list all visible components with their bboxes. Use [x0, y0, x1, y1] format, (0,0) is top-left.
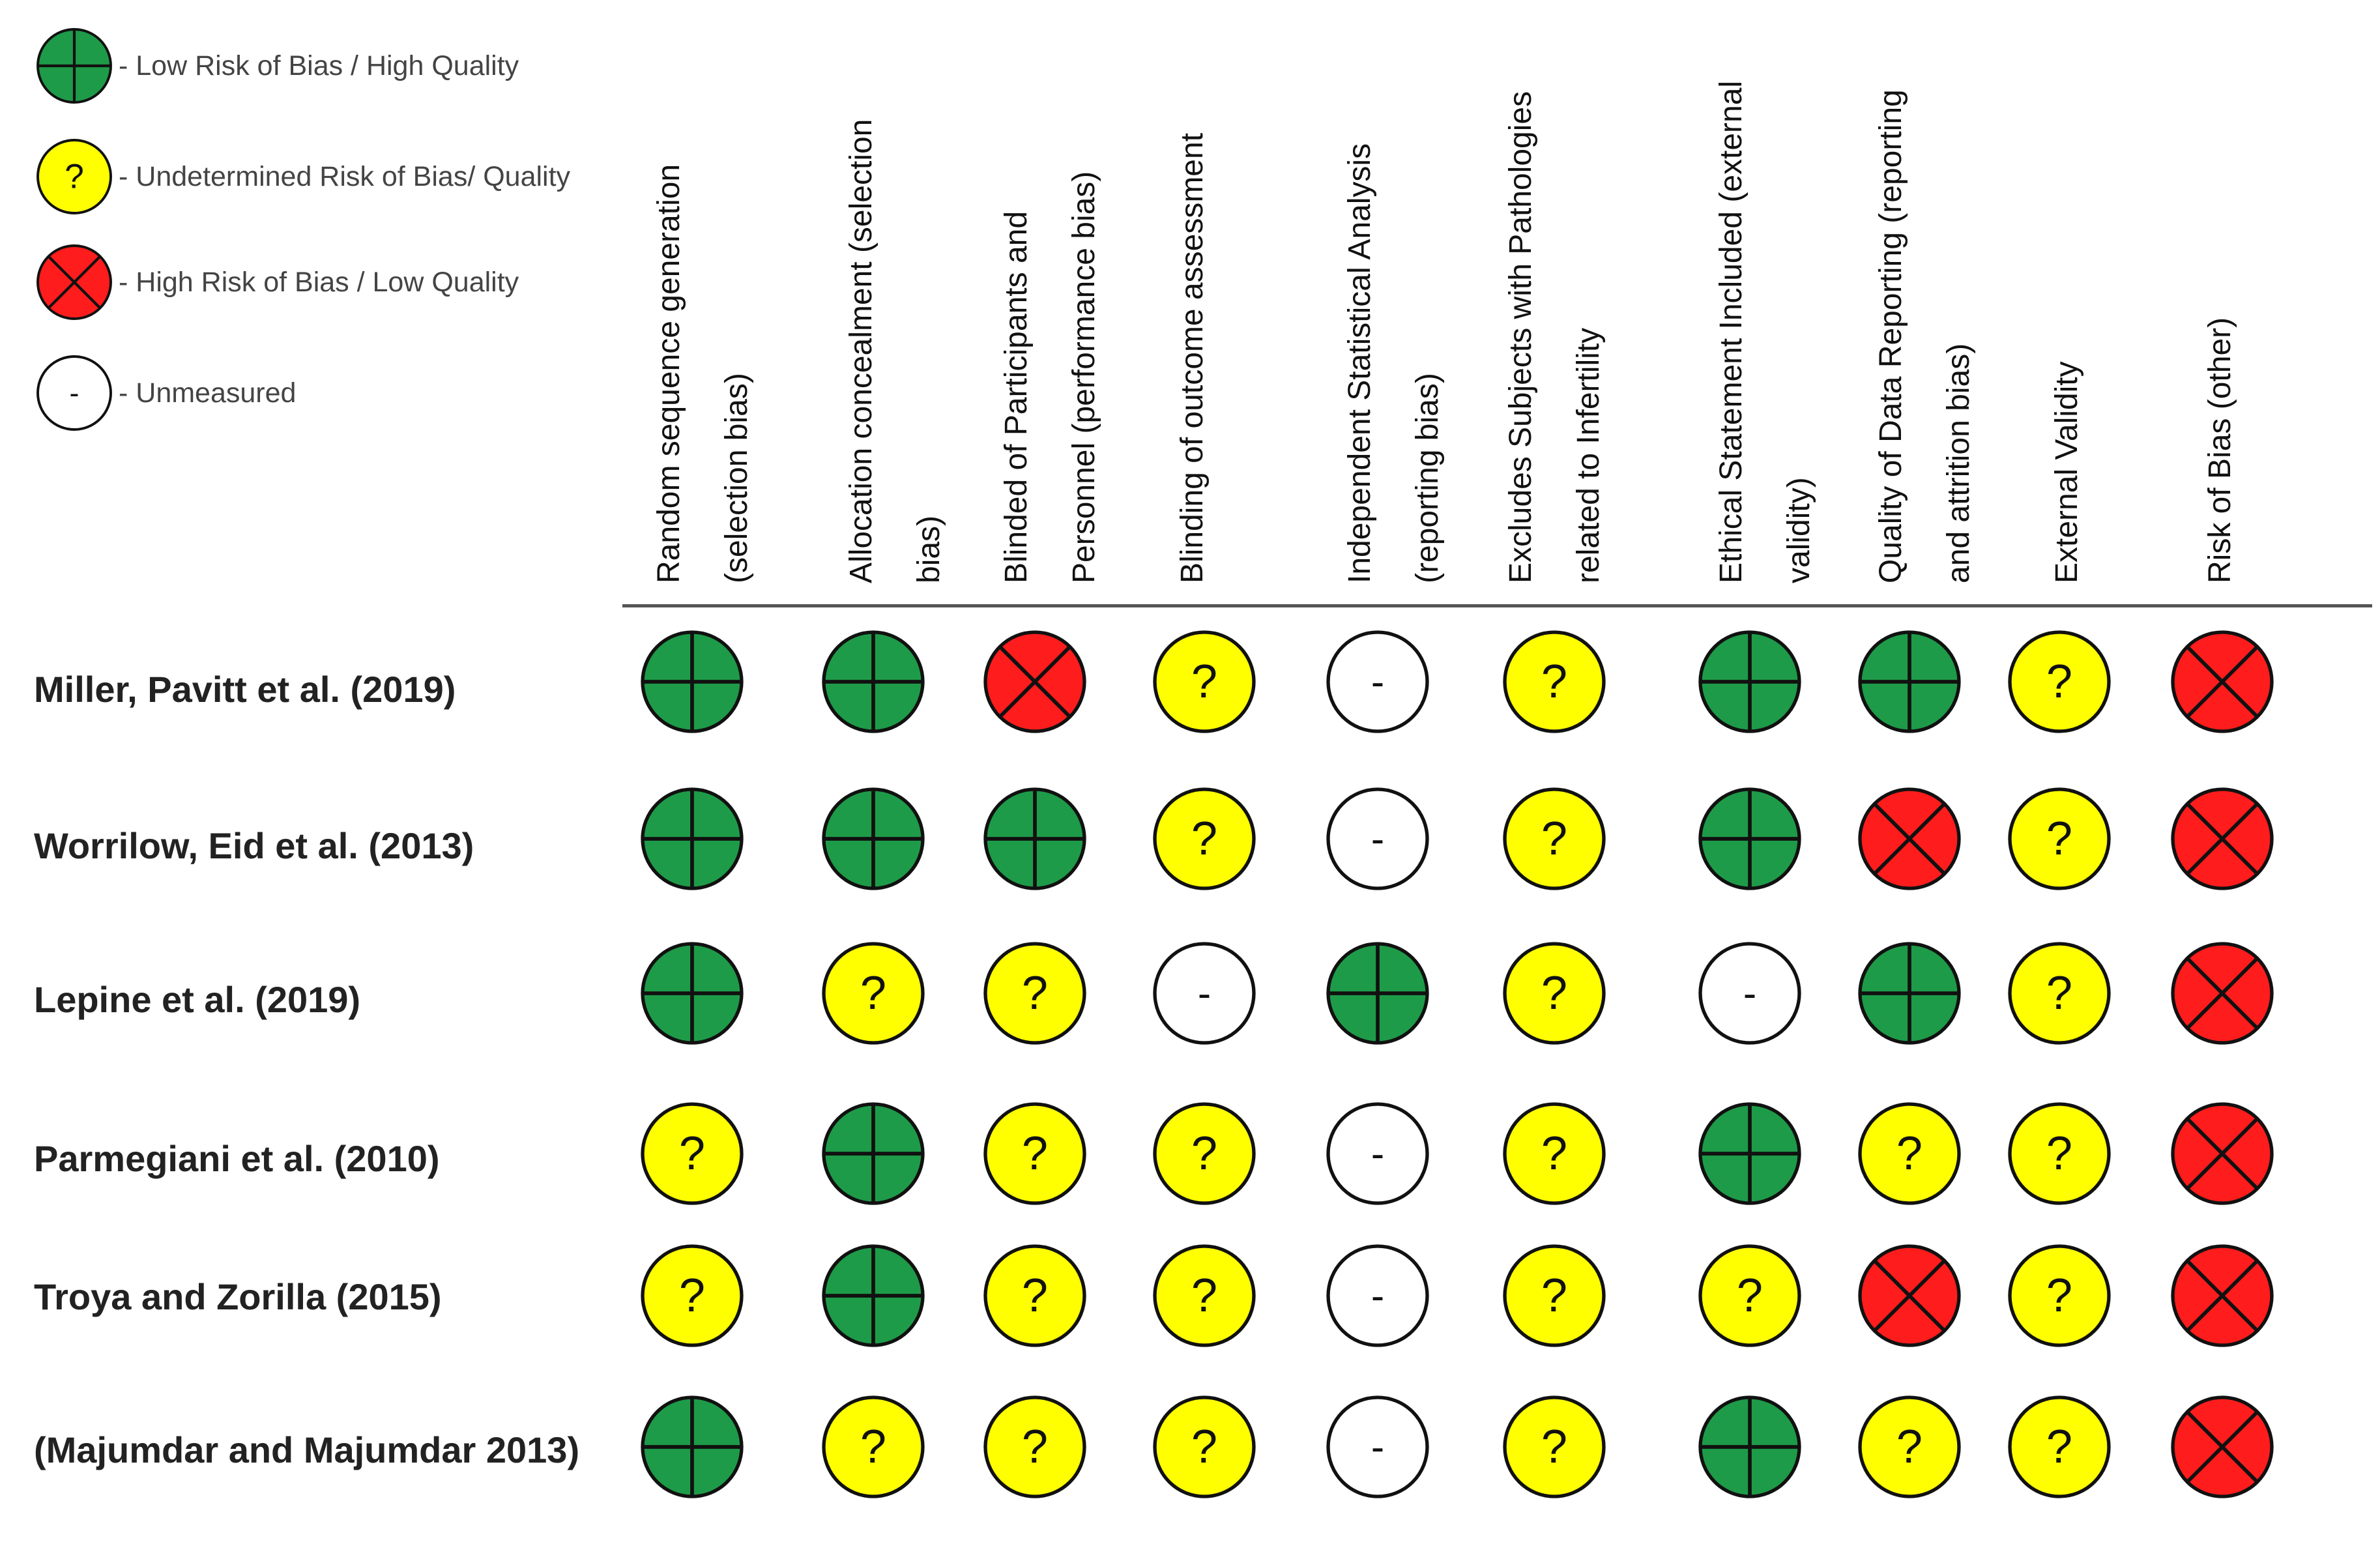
- rating-unclear-icon: [1505, 1104, 1604, 1203]
- svg-text:?: ?: [1191, 813, 1218, 865]
- rating-unclear-icon: [985, 1397, 1084, 1496]
- svg-text:?: ?: [1736, 1270, 1763, 1322]
- rating-unmeasured-icon: [1155, 944, 1254, 1043]
- svg-text:-: -: [1371, 817, 1385, 861]
- svg-text:?: ?: [2046, 656, 2073, 708]
- svg-text:?: ?: [860, 1421, 887, 1473]
- svg-text:?: ?: [1191, 1128, 1218, 1180]
- rating-low-icon: [643, 789, 742, 888]
- rating-high-icon: [2173, 944, 2272, 1043]
- rating-low-icon: [643, 944, 742, 1043]
- rating-low-icon: [1700, 789, 1799, 888]
- svg-text:?: ?: [1021, 967, 1049, 1019]
- rating-unclear-icon: [2010, 632, 2109, 731]
- study-label: Troya and Zorilla (2015): [34, 1276, 442, 1317]
- rating-high-icon: [2173, 789, 2272, 888]
- rating-unclear-icon: [1155, 1104, 1254, 1203]
- svg-text:-: -: [1371, 1274, 1385, 1318]
- rating-unclear-icon: [1155, 632, 1254, 731]
- svg-text:?: ?: [678, 1270, 706, 1322]
- rating-unmeasured-icon: [1328, 789, 1427, 888]
- rating-high-icon: [2173, 1397, 2272, 1496]
- rating-low-icon: [1860, 632, 1959, 731]
- rating-unclear-icon: [1860, 1104, 1959, 1203]
- column-header: Risk of Bias (other): [2203, 317, 2237, 583]
- svg-text:?: ?: [1191, 656, 1218, 708]
- svg-text:?: ?: [1541, 1128, 1568, 1180]
- rating-low-icon: [1700, 1104, 1799, 1203]
- rating-unclear-icon: [985, 944, 1084, 1043]
- rating-unclear-icon: [1505, 944, 1604, 1043]
- rating-unclear-icon: [643, 1246, 742, 1345]
- column-header: Quality of Data Reporting (reporting and attrition bias): [1874, 89, 1976, 583]
- rating-unclear-icon: [1700, 1246, 1799, 1345]
- rating-high-icon: [2173, 1104, 2272, 1203]
- svg-text:-: -: [1197, 971, 1212, 1015]
- rating-low-icon: [824, 632, 923, 731]
- svg-text:?: ?: [1541, 1270, 1568, 1322]
- study-label: (Majumdar and Majumdar 2013): [34, 1429, 580, 1470]
- svg-text:?: ?: [1021, 1128, 1049, 1180]
- column-header: Independent Statistical Analysis (reporting bias): [1342, 143, 1445, 583]
- legend-label: - Low Risk of Bias / High Quality: [119, 50, 519, 81]
- column-header: Blinded of Participants and Personnel (performance bias): [999, 171, 1101, 583]
- svg-text:-: -: [1371, 660, 1385, 704]
- svg-text:?: ?: [1021, 1421, 1049, 1473]
- svg-text:?: ?: [1541, 656, 1568, 708]
- rating-unclear-icon: [1860, 1397, 1959, 1496]
- study-label: Miller, Pavitt et al. (2019): [34, 669, 456, 710]
- rating-unclear-icon: [1505, 1397, 1604, 1496]
- rating-low-icon: [1700, 1397, 1799, 1496]
- svg-text:?: ?: [2046, 1421, 2073, 1473]
- rating-unclear-icon: [2010, 1397, 2109, 1496]
- column-header: Blinding of outcome assessment: [1175, 132, 1210, 583]
- svg-text:?: ?: [1896, 1128, 1923, 1180]
- svg-text:-: -: [1371, 1131, 1385, 1176]
- rating-high-icon: [985, 632, 1084, 731]
- svg-text:?: ?: [860, 967, 887, 1019]
- svg-text:?: ?: [1541, 1421, 1568, 1473]
- rating-unclear-icon: [1505, 789, 1604, 888]
- svg-text:?: ?: [1191, 1270, 1218, 1322]
- rating-unmeasured-icon: [1328, 632, 1427, 731]
- legend-label: - Undetermined Risk of Bias/ Quality: [119, 160, 571, 192]
- rating-unmeasured-icon: [1328, 1397, 1427, 1496]
- rating-low-icon: [1328, 944, 1427, 1043]
- rating-low-icon: [985, 789, 1084, 888]
- study-label: Lepine et al. (2019): [34, 979, 361, 1020]
- svg-text:?: ?: [2046, 813, 2073, 865]
- column-header: Random sequence generation (selection bias): [652, 164, 754, 583]
- rating-low-icon: [824, 1246, 923, 1345]
- svg-text:?: ?: [2046, 1270, 2073, 1322]
- svg-text:?: ?: [1896, 1421, 1923, 1473]
- svg-text:?: ?: [65, 157, 84, 196]
- study-label: Parmegiani et al. (2010): [34, 1138, 440, 1179]
- rating-unclear-icon: [985, 1246, 1084, 1345]
- rating-low-icon: [824, 789, 923, 888]
- svg-text:?: ?: [1541, 967, 1568, 1019]
- legend-label: - Unmeasured: [119, 377, 297, 409]
- rating-unclear-icon: [985, 1104, 1084, 1203]
- rating-unmeasured-icon: [1700, 944, 1799, 1043]
- rating-low-icon: [1700, 632, 1799, 731]
- rating-high-icon: [1860, 789, 1959, 888]
- rating-high-icon: [2173, 632, 2272, 731]
- rating-unclear-icon: [643, 1104, 742, 1203]
- svg-text:?: ?: [2046, 967, 2073, 1019]
- rating-unclear-icon: [1505, 1246, 1604, 1345]
- rating-unmeasured-icon: [1328, 1246, 1427, 1345]
- rating-high-icon: [2173, 1246, 2272, 1345]
- svg-text:?: ?: [2046, 1128, 2073, 1180]
- rating-unclear-icon: [2010, 789, 2109, 888]
- svg-text:?: ?: [1191, 1421, 1218, 1473]
- rating-unclear-icon: [1155, 1397, 1254, 1496]
- rating-unclear-icon: [1155, 1246, 1254, 1345]
- column-header: External Validity: [2050, 361, 2084, 583]
- column-header: Ethical Statement Included (external validity): [1714, 80, 1816, 583]
- rating-low-icon: [643, 1397, 742, 1496]
- rating-unclear-icon: [2010, 1104, 2109, 1203]
- rating-unclear-icon: [1505, 632, 1604, 731]
- svg-text:?: ?: [1541, 813, 1568, 865]
- rating-unclear-icon: [1155, 789, 1254, 888]
- rating-unclear-icon: [2010, 1246, 2109, 1345]
- svg-text:?: ?: [1021, 1270, 1049, 1322]
- rating-unclear-icon: [824, 944, 923, 1043]
- rating-low-icon: [643, 632, 742, 731]
- rating-unmeasured-icon: [1328, 1104, 1427, 1203]
- column-header: Excludes Subjects with Pathologies related to Infertility: [1503, 91, 1606, 583]
- svg-text:-: -: [69, 377, 80, 409]
- svg-text:-: -: [1743, 971, 1757, 1015]
- rating-unclear-icon: [2010, 944, 2109, 1043]
- rating-unclear-icon: [824, 1397, 923, 1496]
- rating-low-icon: [1860, 944, 1959, 1043]
- legend-label: - High Risk of Bias / Low Quality: [119, 266, 519, 298]
- column-header: Allocation concealment (selection bias): [844, 119, 946, 583]
- svg-text:?: ?: [678, 1128, 706, 1180]
- svg-text:-: -: [1371, 1425, 1385, 1469]
- study-label: Worrilow, Eid et al. (2013): [34, 825, 474, 866]
- rating-low-icon: [824, 1104, 923, 1203]
- rating-high-icon: [1860, 1246, 1959, 1345]
